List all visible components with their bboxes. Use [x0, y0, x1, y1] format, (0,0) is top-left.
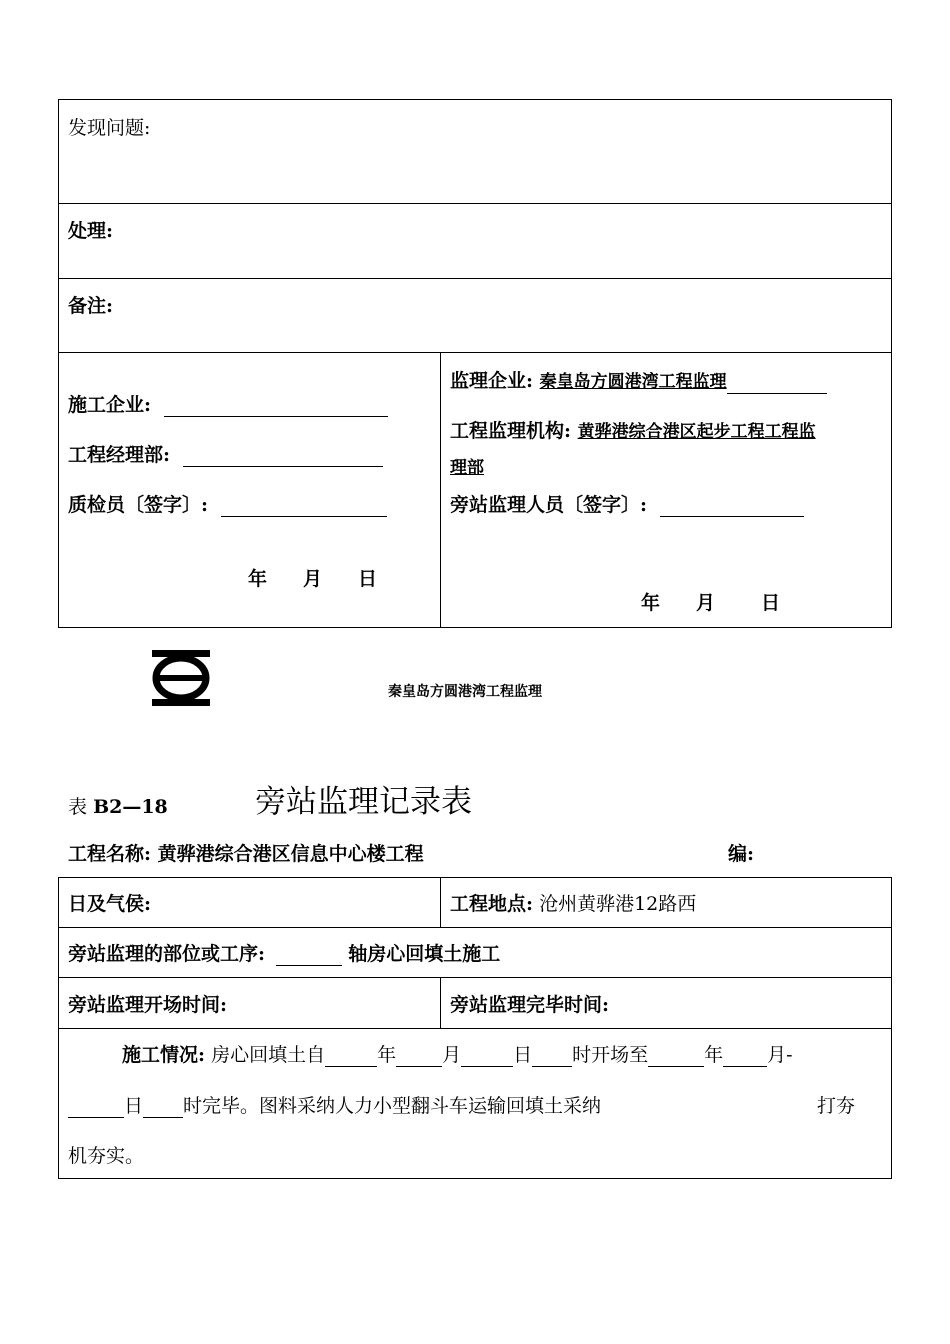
date-year: 年	[641, 592, 661, 614]
inspector-field	[68, 493, 387, 517]
supervision-agency-value: 黄骅港综合港区起步工程工程监	[577, 422, 816, 442]
situation-tool: 打夯	[817, 1095, 856, 1117]
contractor-company-field	[68, 393, 388, 417]
blank[interactable]	[68, 1097, 124, 1118]
code-label: 编:	[728, 843, 755, 865]
contractor-date	[248, 567, 377, 591]
divider	[58, 1028, 892, 1029]
project-name-value: 黄骅港综合港区信息中心楼工程	[157, 843, 424, 865]
supervisor-date	[641, 591, 780, 615]
blank[interactable]	[648, 1046, 704, 1067]
supervisor-company-value: 秦皇岛方圆港湾工程监理	[539, 372, 727, 392]
divider	[440, 352, 441, 628]
location-value: 沧州黄骅港12路西	[539, 893, 697, 915]
supervisor-person-field	[450, 493, 804, 517]
date-weather-label: 日及气侯:	[68, 893, 152, 915]
project-dept-blank[interactable]	[183, 446, 383, 467]
location-label: 工程地点:	[450, 893, 534, 915]
inspector-signature-blank[interactable]	[221, 496, 387, 517]
blank[interactable]	[396, 1046, 442, 1067]
axis-blank[interactable]	[276, 945, 342, 966]
position-value: 轴房心回填土施工	[348, 943, 501, 965]
divider	[58, 352, 892, 353]
top-table	[58, 99, 892, 628]
situation-label: 施工情况:	[122, 1044, 206, 1066]
divider	[58, 927, 892, 928]
date-year: 年	[248, 568, 268, 590]
supervisor-signature-blank[interactable]	[660, 496, 804, 517]
project-dept-label: 工程经理部:	[68, 444, 171, 466]
project-dept-field	[68, 443, 383, 467]
divider	[440, 977, 441, 1028]
situation-line-1: 施工情况: 房心回填土自 年 月 日 时开场至 年 月-	[122, 1044, 793, 1066]
situation-line-3: 机夯实。	[68, 1145, 145, 1167]
supervisor-company-field	[450, 369, 827, 394]
project-name-field	[68, 842, 424, 866]
divider	[58, 203, 892, 204]
supervisor-company-label: 监理企业:	[450, 370, 534, 392]
start-time-label: 旁站监理开场时间:	[68, 994, 228, 1016]
supervision-agency-label: 工程监理机构:	[450, 420, 572, 442]
form-title: 旁站监理记录表	[255, 784, 472, 820]
blank[interactable]	[325, 1046, 377, 1067]
date-day: 日	[358, 568, 378, 590]
table-number	[68, 795, 168, 819]
end-time-label: 旁站监理完毕时间:	[450, 994, 610, 1016]
situation-line-2: 日 时完毕。图料采纳人力小型翻斗车运输回填土采纳	[68, 1094, 601, 1118]
supervision-agency-value-cont: 理部	[450, 458, 484, 478]
blank[interactable]	[532, 1046, 572, 1067]
issues-label: 发现问题:	[68, 117, 151, 139]
supervision-agency-field	[450, 419, 816, 444]
divider	[440, 877, 441, 927]
date-day: 日	[761, 592, 781, 614]
position-label: 旁站监理的部位或工序:	[68, 943, 266, 965]
position-field	[68, 942, 500, 966]
inspector-label: 质检员〔签字〕:	[68, 494, 209, 516]
blank[interactable]	[723, 1046, 767, 1067]
date-month: 月	[303, 568, 323, 590]
table-number-prefix: 表	[68, 796, 88, 818]
blank[interactable]	[461, 1046, 513, 1067]
contractor-company-label: 施工企业:	[68, 394, 152, 416]
remarks-label: 备注:	[68, 295, 114, 317]
blank[interactable]	[143, 1097, 183, 1118]
divider	[58, 977, 892, 978]
date-month: 月	[696, 592, 716, 614]
location-field	[450, 892, 696, 916]
handling-label: 处理:	[68, 220, 114, 242]
contractor-company-blank[interactable]	[164, 396, 388, 417]
divider	[58, 278, 892, 279]
table-number-value: B2—18	[93, 796, 168, 818]
project-name-label: 工程名称:	[68, 843, 152, 865]
company-logo-icon	[152, 650, 210, 710]
header-company-name: 秦皇岛方圆港湾工程监理	[388, 684, 542, 700]
supervisor-person-label: 旁站监理人员〔签字〕:	[450, 494, 648, 516]
